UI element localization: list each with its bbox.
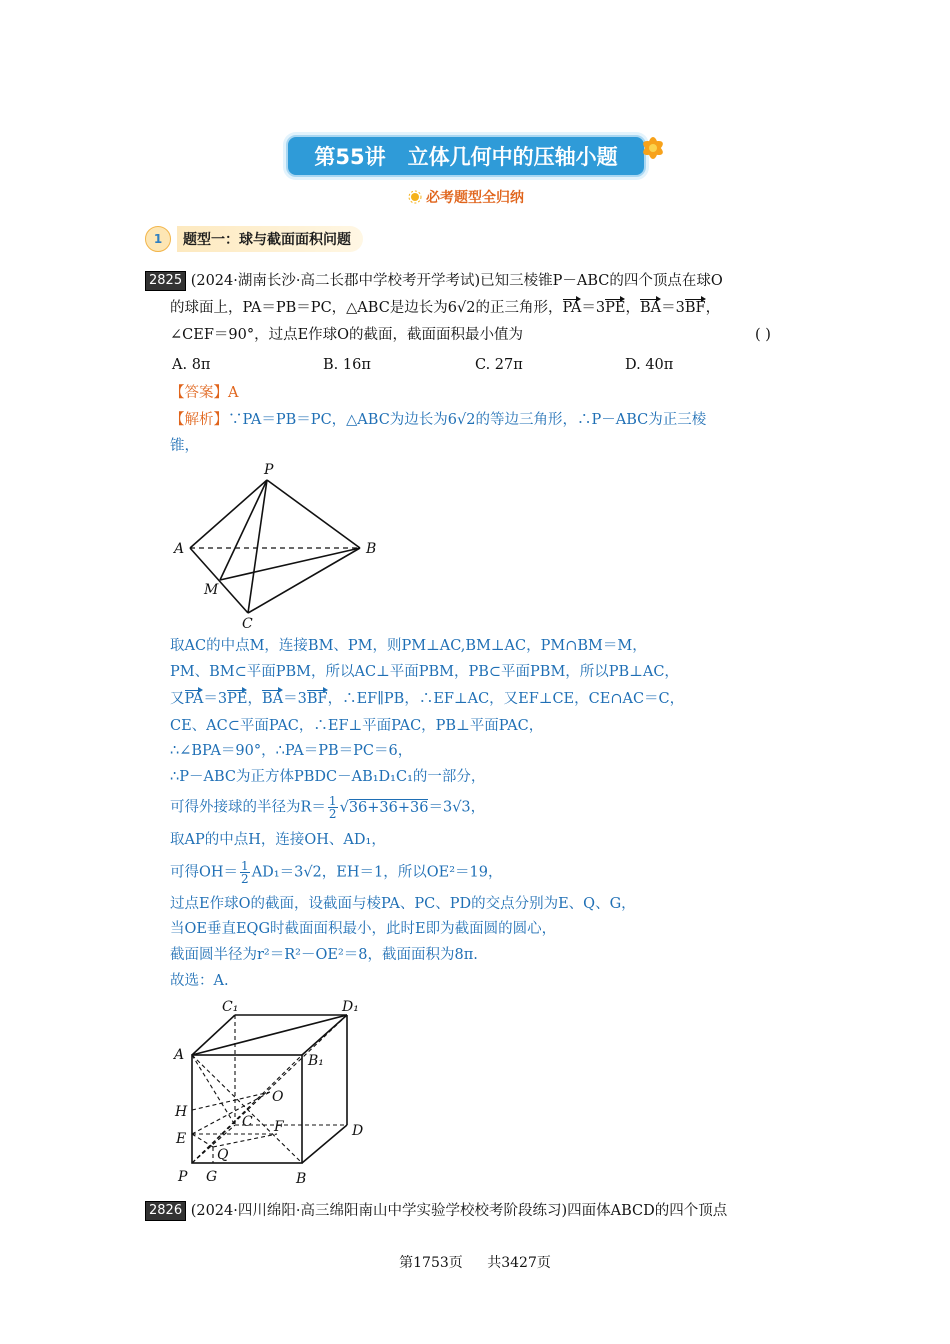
analysis-line1: 【解析】∵PA＝PB＝PC，△ABC为边长为6√2的等边三角形，∴P－ABC为正三棱 <box>170 412 707 428</box>
answer-line: 【答案】A <box>170 385 239 401</box>
step-8: 过点E作球O的截面，设截面与棱PA、PC、PD的交点分别为E、Q、G， <box>170 896 636 912</box>
page-number: 第1753页 <box>399 1255 463 1271</box>
section-number: 1 <box>145 226 171 252</box>
subtitle: 必考题型全归纳 <box>408 187 524 207</box>
step-oh: 可得OH＝ $\frac{1}{2}$ AD₁＝3√2，EH＝1，所以OE²＝19， <box>170 859 503 886</box>
question-2826-line1: 2826 (2024·四川绵阳·高三绵阳南山中学实验学校校考阶段练习)四面体ABCD的四个顶点 <box>145 1201 727 1221</box>
label-m: M <box>204 582 219 598</box>
step-2: PM、BM⊂平面PBM，所以AC⊥平面PBM，PB⊂平面PBM，所以PB⊥AC， <box>170 664 679 680</box>
step-5: ∴∠BPA＝90°，∴PA＝PB＝PC＝6， <box>170 743 413 759</box>
total-pages: 共3427页 <box>487 1255 551 1271</box>
label-b: B <box>366 541 377 557</box>
label-p: P <box>264 462 274 478</box>
step-1: 取AC的中点M，连接BM、PM，则PM⊥AC,BM⊥AC，PM∩BM＝M， <box>170 638 647 654</box>
label-a2: A <box>174 1047 185 1063</box>
step-9: 当OE垂直EQG时截面面积最小，此时E即为截面圆的圆心， <box>170 921 557 937</box>
label-b1: B₁ <box>308 1053 324 1069</box>
fraction-half: $\frac{1}{2}$ <box>241 859 249 886</box>
option-c: C. 27π <box>475 357 523 373</box>
step-10: 截面圆半径为r²＝R²－OE²＝8，截面面积为8π. <box>170 947 478 963</box>
step-4: CE、AC⊂平面PAC，∴EF⊥平面PAC，PB⊥平面PAC， <box>170 718 544 734</box>
label-q: Q <box>217 1147 229 1163</box>
label-h: H <box>175 1104 188 1120</box>
label-d1: D₁ <box>342 999 359 1015</box>
option-d: D. 40π <box>625 357 674 373</box>
label-e: E <box>176 1131 187 1147</box>
flower-icon <box>636 128 670 168</box>
analysis-line2: 锥， <box>170 438 199 454</box>
label-o: O <box>272 1089 284 1105</box>
cube-figure <box>170 995 380 1190</box>
page-footer <box>0 1252 950 1272</box>
option-a: A. 8π <box>172 357 211 373</box>
label-a: A <box>174 541 185 557</box>
answer-bracket: ( ) <box>755 327 771 343</box>
lecture-title: 立体几何中的压轴小题 <box>407 145 618 169</box>
step-6: ∴P－ABC为正方体PBDC－AB₁D₁C₁的一部分， <box>170 769 486 785</box>
label-b2: B <box>296 1171 307 1187</box>
question-number: 2825 <box>145 271 186 291</box>
tetrahedron-figure <box>170 458 400 630</box>
option-b: B. 16π <box>323 357 371 373</box>
step-3: 又PA＝3PE，BA＝3BF，∴EF∥PB，∴EF⊥AC，又EF⊥CE，CE∩AC＝C， <box>170 691 685 707</box>
lecture-title-banner <box>286 135 646 177</box>
question-2825-line1: 2825 (2024·湖南长沙·高二长郡中学校考开学考试)已知三棱锥P－ABC的四个顶点在球O <box>145 271 723 291</box>
label-g: G <box>206 1169 218 1185</box>
lecture-number: 第55讲 <box>314 145 386 169</box>
step-7: 取AP的中点H，连接OH、AD₁， <box>170 832 386 848</box>
label-p2: P <box>178 1169 188 1185</box>
label-c2: C <box>242 1114 253 1130</box>
label-c1: C₁ <box>222 999 239 1015</box>
question-number: 2826 <box>145 1201 186 1221</box>
section-tag <box>145 226 363 252</box>
question-2825-line3: ∠CEF＝90°，过点E作球O的截面，截面面积最小值为 <box>170 327 524 343</box>
label-d: D <box>352 1123 364 1139</box>
label-f: F <box>274 1119 284 1135</box>
fraction-half: $\frac{1}{2}$ <box>328 794 337 821</box>
question-2825-line2: 的球面上，PA＝PB＝PC，△ABC是边长为6√2的正三角形，PA＝3PE，BA＝3BF， <box>170 300 721 316</box>
label-c: C <box>242 616 253 630</box>
section-label: 题型一：球与截面面积问题 <box>177 226 363 252</box>
step-radius: 可得外接球的半径为R＝ $\frac{1}{2}$ √36+36+36＝3√3， <box>170 794 486 821</box>
step-11: 故选：A. <box>170 973 229 989</box>
sun-icon <box>408 190 422 204</box>
